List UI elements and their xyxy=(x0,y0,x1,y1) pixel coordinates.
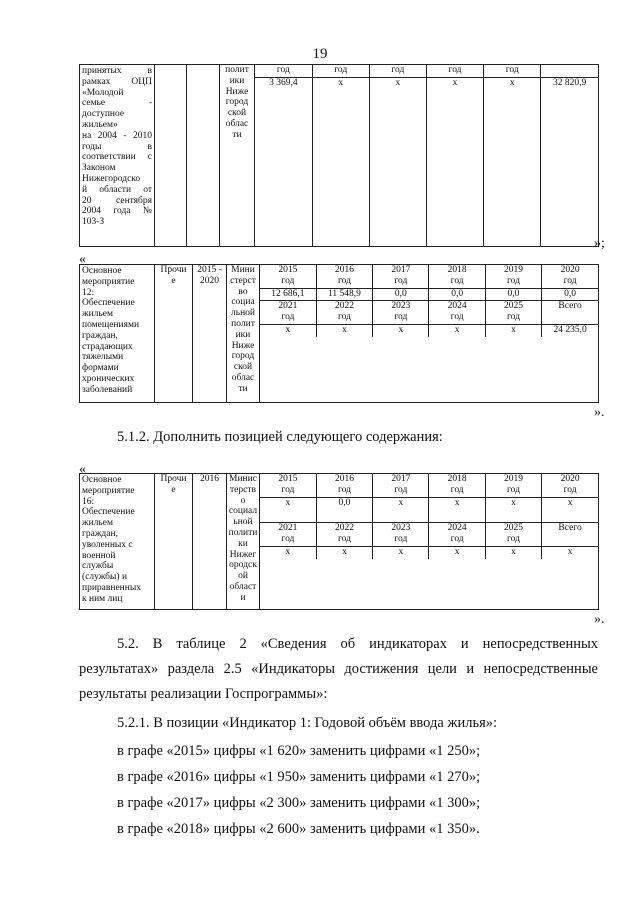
year-header-cell xyxy=(373,474,429,497)
table2-period-cell xyxy=(193,265,227,403)
year-number: 2020 xyxy=(560,265,580,275)
text-line: граждан, xyxy=(82,330,118,341)
paragraph-5-2-line3: результаты реализации Госпрограммы»: xyxy=(79,686,328,702)
year-unit: год xyxy=(506,275,520,286)
value-cell: х xyxy=(426,77,483,89)
year-number: 2024 xyxy=(447,301,467,312)
table3-source-text xyxy=(155,474,192,496)
table2-source-text xyxy=(155,265,192,287)
year-number: 2015 xyxy=(278,265,298,275)
table1-values-cell xyxy=(255,65,599,247)
value-cell: 12 686,1 xyxy=(260,288,316,301)
text-line: уволенных с xyxy=(82,539,133,550)
table-measure-16 xyxy=(79,473,599,610)
table3-year-grid xyxy=(260,474,598,559)
year-header-cell xyxy=(429,265,485,288)
text-line: 2016 xyxy=(200,474,219,484)
value-cell: х xyxy=(312,77,369,89)
year-header-cell xyxy=(429,474,485,497)
table1-year-grid xyxy=(255,65,598,246)
value-cell: 0,0 xyxy=(429,288,485,301)
paragraph-5-2-line1: 5.2. В таблице 2 «Сведения об индикаторах и непосредственных xyxy=(117,636,598,652)
value-cell: х xyxy=(373,546,429,558)
table3-period-cell xyxy=(193,474,227,610)
text-line: ской xyxy=(227,108,247,119)
year-unit: год xyxy=(281,484,295,495)
table2-name-text xyxy=(82,266,152,396)
table2-executor-text xyxy=(227,265,259,395)
value-cell: х xyxy=(484,77,541,89)
year-unit: год xyxy=(394,312,408,323)
value-cell: х xyxy=(485,497,541,523)
text-line: ики xyxy=(235,329,251,340)
table3-name-cell xyxy=(80,474,155,610)
text-line: полит xyxy=(231,318,255,329)
text-line: формами xyxy=(82,363,119,374)
year-number: 2018 xyxy=(447,474,467,484)
year-number: Всего xyxy=(558,523,582,534)
year-header-cell xyxy=(542,474,598,497)
year-unit: год xyxy=(450,275,464,286)
year-number: 2022 xyxy=(334,523,354,534)
text-line: Нижег xyxy=(229,549,257,560)
year-label-empty xyxy=(541,65,598,77)
value-cell: х xyxy=(485,546,541,558)
text-line: помещениями xyxy=(82,319,140,330)
year-unit: год xyxy=(394,484,408,495)
year-unit: год xyxy=(506,534,520,545)
value-cell: х xyxy=(567,497,573,508)
year-number: 2019 xyxy=(503,474,523,484)
text-line: ти xyxy=(238,383,248,394)
text-line: социал xyxy=(228,506,258,517)
table3-values-cell xyxy=(260,474,599,610)
value-cell: х xyxy=(567,546,573,557)
year-number: 2021 xyxy=(278,301,298,312)
text-line: социа xyxy=(231,297,255,308)
text-line: семье - xyxy=(82,98,152,109)
table3-source-cell xyxy=(155,474,193,610)
text-line: хронических xyxy=(82,373,135,384)
year-unit: год xyxy=(338,484,351,495)
year-number: 2023 xyxy=(391,301,411,312)
year-number: 2017 xyxy=(391,265,411,275)
year-unit: год xyxy=(450,484,464,495)
year-header-cell xyxy=(485,301,541,325)
value-cell: х xyxy=(485,324,541,336)
text-line: Обеспечение xyxy=(82,507,135,518)
text-line: о xyxy=(240,495,246,506)
year-label: год xyxy=(312,65,369,77)
value-cell: 11 548,9 xyxy=(316,288,372,301)
year-header-cell xyxy=(542,265,598,288)
text-line: Ниже xyxy=(231,340,255,351)
text-line: ородск xyxy=(229,560,257,571)
value-cell: х xyxy=(260,546,316,558)
text-line: граждан, xyxy=(82,528,118,539)
text-line: терств xyxy=(230,484,256,495)
text-line: принятых в xyxy=(82,66,152,76)
text-line: Минис xyxy=(229,474,257,484)
year-label: год xyxy=(426,65,483,77)
closing-quote-1: »; xyxy=(594,236,605,251)
text-line: и xyxy=(240,592,246,603)
year-header-cell xyxy=(260,523,316,547)
text-line: Законом xyxy=(82,163,116,174)
text-line: 2015 - xyxy=(197,265,222,275)
opening-quote-3: « xyxy=(79,462,86,477)
table1-source-cell xyxy=(155,65,187,247)
year-unit: год xyxy=(338,312,351,323)
year-number: 2018 xyxy=(447,265,467,275)
text-line: 2004 года № xyxy=(82,206,152,217)
year-header-cell xyxy=(316,265,372,288)
year-header-cell xyxy=(373,523,429,547)
value-cell: х xyxy=(429,324,485,336)
year-header-cell xyxy=(316,523,372,547)
table3-name-text xyxy=(82,475,152,605)
text-line: жильем xyxy=(82,518,113,529)
opening-quote-2: « xyxy=(79,252,86,267)
text-line: годы в xyxy=(82,141,152,152)
year-header-cell xyxy=(316,474,372,497)
text-line: ики xyxy=(229,75,245,86)
text-line: облас xyxy=(231,372,255,383)
year-unit: год xyxy=(281,534,295,545)
value-cell: 0,0 xyxy=(373,288,429,301)
value-cell: 32 820,9 xyxy=(553,77,587,88)
text-line: 12: xyxy=(82,287,95,298)
year-header-cell xyxy=(260,474,316,497)
table-continuation xyxy=(79,64,599,247)
text-line: ской xyxy=(233,362,253,373)
value-cell: 0,0 xyxy=(485,288,541,301)
year-number: 2017 xyxy=(391,474,411,484)
paragraph-5-2-line2: результатах» раздела 2.5 «Индикаторы достижения цели и непосредственные xyxy=(79,661,598,677)
year-header-cell xyxy=(260,301,316,325)
text-line: е xyxy=(171,484,176,495)
value-cell: х xyxy=(373,497,429,523)
text-line: службы xyxy=(82,561,114,572)
year-number: 2015 xyxy=(278,474,298,484)
year-unit: год xyxy=(450,534,464,545)
year-header-cell xyxy=(260,265,316,288)
year-header-cell xyxy=(429,301,485,325)
text-line: «Молодой xyxy=(82,87,124,98)
year-number: 2016 xyxy=(334,265,354,275)
value-cell: х xyxy=(373,324,429,336)
year-header-cell xyxy=(542,301,598,325)
text-line: во xyxy=(238,286,248,297)
year-unit: год xyxy=(394,534,408,545)
text-line: жильем» xyxy=(82,119,118,130)
text-line: Нижегородско xyxy=(82,173,141,184)
text-line: 2020 xyxy=(200,275,219,286)
year-header-cell xyxy=(485,474,541,497)
year-unit: год xyxy=(338,275,351,286)
text-line: ки xyxy=(238,538,248,549)
text-line: Прочи xyxy=(160,474,187,484)
year-unit: год xyxy=(281,275,295,286)
year-number: 2022 xyxy=(334,301,354,312)
year-header-cell xyxy=(316,301,372,325)
text-line: стерст xyxy=(230,275,256,286)
year-unit: год xyxy=(394,275,408,286)
text-line: полит xyxy=(225,65,249,75)
year-unit: год xyxy=(563,484,577,495)
year-unit: год xyxy=(450,312,464,323)
value-cell: 3 369,4 xyxy=(255,77,312,89)
text-line: Ниже xyxy=(225,86,249,97)
year-number: Всего xyxy=(558,301,582,312)
text-line: город xyxy=(231,351,255,362)
text-line: доступное xyxy=(82,109,125,120)
table2-year-grid xyxy=(260,265,598,337)
table3-executor-cell xyxy=(227,474,260,610)
text-line: облас xyxy=(225,118,249,129)
text-line: Основное xyxy=(82,475,122,485)
value-cell: 24 235,0 xyxy=(553,324,587,335)
value-cell: х xyxy=(316,546,372,558)
year-label: год xyxy=(369,65,426,77)
year-number: 2025 xyxy=(503,301,523,312)
text-line: 16: xyxy=(82,496,95,507)
value-cell: х xyxy=(369,77,426,89)
year-header-cell xyxy=(429,523,485,547)
year-header-cell xyxy=(485,265,541,288)
table1-period-cell xyxy=(187,65,220,247)
text-line: мероприятие xyxy=(82,276,135,287)
year-unit: год xyxy=(506,312,520,323)
year-unit: год xyxy=(506,484,520,495)
table1-name-cell xyxy=(80,65,155,247)
value-cell: 0,0 xyxy=(542,288,598,301)
table3-period-text xyxy=(193,474,226,485)
year-unit: год xyxy=(338,534,351,545)
text-line: полити xyxy=(228,527,258,538)
value-cell: х xyxy=(260,497,316,523)
text-line: Основное xyxy=(82,266,122,276)
year-number: 2025 xyxy=(503,523,523,534)
year-number: 2016 xyxy=(334,474,354,484)
text-line: город xyxy=(225,97,249,108)
table2-executor-cell xyxy=(227,265,260,403)
text-line: 20 сентября xyxy=(82,195,152,206)
table2-values-cell xyxy=(260,265,599,403)
text-line: 103-З xyxy=(82,217,105,228)
text-line: й области от xyxy=(82,184,152,195)
text-line: тяжелыми xyxy=(82,352,124,363)
table1-executor-text xyxy=(220,65,254,141)
text-line: ти xyxy=(232,129,242,140)
replacement-line-2017: в графе «2017» цифры «2 300» заменить цифрами «1 300»; xyxy=(117,795,481,811)
text-line: к ним лиц xyxy=(82,593,123,604)
text-line: рамках ОЦП xyxy=(82,76,152,87)
year-number: 2021 xyxy=(278,523,298,534)
text-line: военной xyxy=(82,550,116,561)
table-measure-12 xyxy=(79,264,599,403)
paragraph-5-1-2: 5.1.2. Дополнить позицией следующего содержания: xyxy=(117,429,443,445)
table2-period-text xyxy=(193,265,226,287)
text-line: ьной xyxy=(233,517,253,528)
year-unit: год xyxy=(563,275,577,286)
text-line: заболеваний xyxy=(82,384,133,395)
text-line: приравненных xyxy=(82,582,141,593)
page-number: 19 xyxy=(312,46,328,62)
text-line: Прочи xyxy=(160,265,187,275)
year-number: 2023 xyxy=(391,523,411,534)
text-line: жильем xyxy=(82,309,113,320)
year-header-cell xyxy=(373,301,429,325)
year-number: 2024 xyxy=(447,523,467,534)
table1-executor-cell xyxy=(220,65,255,247)
table2-name-cell xyxy=(80,265,155,403)
value-cell: х xyxy=(316,324,372,336)
text-line: на 2004 - 2010 xyxy=(82,130,152,141)
replacement-line-2016: в графе «2016» цифры «1 950» заменить цифрами «1 270»; xyxy=(117,769,481,785)
year-label: год xyxy=(255,65,312,77)
year-header-cell xyxy=(373,265,429,288)
value-cell: х xyxy=(260,324,316,336)
text-line: страдающих xyxy=(82,341,133,352)
text-line: (службы) и xyxy=(82,572,128,583)
text-line: мероприятие xyxy=(82,485,135,496)
text-line: ой xyxy=(238,571,248,582)
value-cell: х xyxy=(429,497,485,523)
value-cell: 0,0 xyxy=(316,497,372,523)
text-line: е xyxy=(171,275,176,286)
year-unit: год xyxy=(281,312,295,323)
closing-quote-3: ». xyxy=(594,612,605,627)
year-header-cell xyxy=(542,523,598,547)
text-line: Мини xyxy=(231,265,255,275)
text-line: соответствии с xyxy=(82,152,152,163)
closing-quote-2: ». xyxy=(594,405,605,420)
value-cell: х xyxy=(429,546,485,558)
replacement-line-2018: в графе «2018» цифры «2 600» заменить цифрами «1 350». xyxy=(117,821,480,837)
table2-source-cell xyxy=(155,265,193,403)
year-header-cell xyxy=(485,523,541,547)
paragraph-5-2-1: 5.2.1. В позиции «Индикатор 1: Годовой объём ввода жилья»: xyxy=(117,715,498,731)
replacement-line-2015: в графе «2015» цифры «1 620» заменить цифрами «1 250»; xyxy=(117,743,481,759)
text-line: Обеспечение xyxy=(82,298,135,309)
year-label: год xyxy=(484,65,541,77)
table3-executor-text xyxy=(227,474,259,604)
year-number: 2020 xyxy=(560,474,580,484)
table1-name-text xyxy=(82,66,152,228)
text-line: льной xyxy=(231,308,255,319)
text-line: област xyxy=(229,581,257,592)
year-number: 2019 xyxy=(503,265,523,275)
